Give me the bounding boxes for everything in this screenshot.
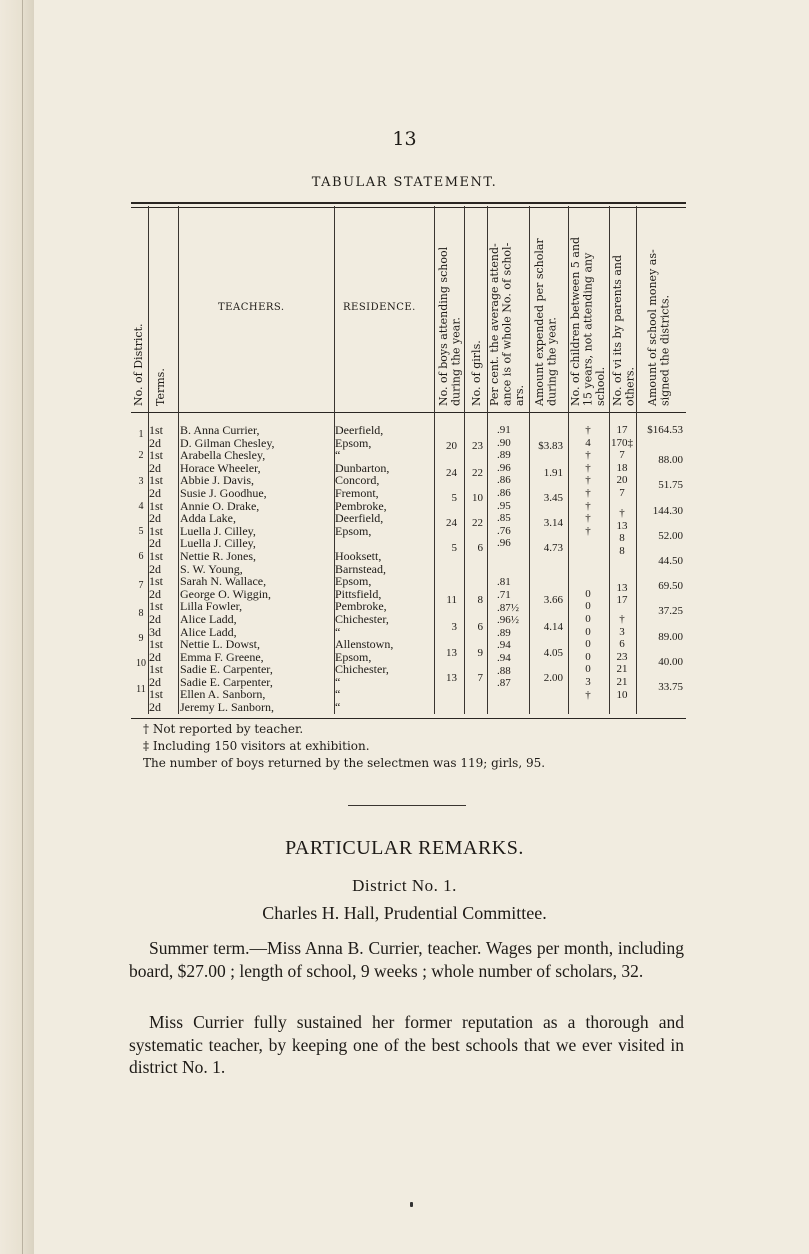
residence-cell: “ — [335, 448, 341, 463]
page-number: 13 — [392, 128, 417, 150]
visits-cell: 7 — [619, 487, 625, 499]
residence-cell: Allenstown, — [335, 637, 394, 652]
boys-cell: 24 — [446, 517, 457, 530]
teacher-cell: Luella J. Cilley, — [180, 536, 256, 551]
percent-cell: .71 — [497, 589, 511, 602]
teacher-cell: Annie O. Drake, — [180, 498, 260, 513]
visits-cell: 8 — [619, 544, 625, 557]
footnote: ‡ Including 150 visitors at exhibition. — [143, 739, 370, 753]
term-cell: 1st — [149, 498, 164, 513]
committee-line: Charles H. Hall, Prudential Committee. — [262, 903, 547, 923]
teacher-cell: Alice Ladd, — [180, 624, 237, 639]
girls-cell: 8 — [477, 594, 483, 607]
teacher-cell: Adda Lake, — [180, 511, 236, 526]
header-expended: Amount expended per scholar during the year. — [533, 238, 559, 406]
money-cell: 33.75 — [658, 681, 683, 694]
percent-cell: .95 — [497, 499, 511, 512]
percent-cell: .85 — [497, 512, 511, 525]
header-teachers: TEACHERS. — [218, 302, 285, 313]
percent-cell: .96 — [497, 461, 511, 474]
term-cell: 1st — [149, 687, 164, 702]
residence-cell: Chichester, — [335, 662, 389, 677]
term-cell: 1st — [149, 662, 164, 677]
percent-cell: .96 — [497, 537, 511, 550]
column-divider — [434, 206, 435, 714]
header-children: No. of children between 5 and 15 years, not attending any school. — [569, 236, 607, 406]
visits-cell: 21 — [616, 663, 628, 676]
footnote: † Not reported by teacher. — [143, 722, 304, 736]
teacher-cell: Arabella Chesley, — [180, 448, 266, 463]
residence-cell: “ — [335, 687, 341, 702]
residence-cell: Dunbarton, — [335, 460, 390, 475]
residence-cell: “ — [335, 700, 341, 715]
term-cell: 2d — [149, 485, 161, 500]
residence-cell: Epsom, — [335, 435, 372, 450]
expended-cell: 4.05 — [543, 647, 563, 660]
boys-cell: 5 — [451, 492, 457, 505]
boys-cell: 5 — [451, 542, 457, 555]
visits-cell: 17 — [616, 594, 628, 607]
children-cell: † — [585, 499, 591, 512]
percent-cell: .87 — [497, 677, 511, 690]
column-divider — [464, 206, 465, 714]
district_numbers-cell: 5 — [138, 526, 144, 538]
term-cell: 1st — [149, 523, 164, 538]
percent-cell: .88 — [497, 664, 511, 677]
teacher-cell: George O. Wiggin, — [180, 586, 272, 601]
teacher-cell: S. W. Young, — [180, 561, 243, 576]
children-cell: 0 — [585, 650, 591, 663]
expended-cell: 4.14 — [543, 620, 563, 633]
girls-cell: 10 — [472, 492, 483, 505]
district_numbers-cell: 9 — [138, 633, 144, 645]
percent-cell: .91 — [497, 424, 511, 436]
boys-cell: 24 — [446, 466, 457, 479]
percent-cell: .89 — [497, 449, 511, 462]
terms-column — [149, 424, 163, 714]
money-cell: 37.25 — [658, 605, 683, 618]
district-heading: District No. 1. — [352, 876, 457, 895]
percent-cell: .86 — [497, 487, 511, 499]
visits-cell: 8 — [619, 532, 625, 545]
visits-cell: 13 — [616, 519, 628, 532]
expended-cell: 4.73 — [543, 542, 563, 555]
header-boys: No. of boys attending school during the year. — [437, 246, 463, 406]
residence-cell: Pembroke, — [335, 599, 387, 614]
children-cell: 0 — [585, 625, 591, 638]
teacher-cell: Sarah N. Wallace, — [180, 574, 267, 589]
residence-cell: Pittsfield, — [335, 586, 382, 601]
term-cell: 1st — [149, 473, 164, 488]
percent-cell: .90 — [497, 436, 511, 449]
term-cell: 1st — [149, 548, 164, 563]
children-cell: † — [585, 524, 591, 537]
term-cell: 2d — [149, 611, 161, 626]
boys-cell: 13 — [446, 647, 457, 660]
remarks-paragraph: Miss Currier fully sustained her former reputation as a thorough and systematic teacher, by keeping one of the best schools that we ever visited in district No. 1. — [129, 1012, 684, 1077]
expended-cell: 3.66 — [543, 594, 563, 607]
percent-cell: .86 — [497, 474, 511, 487]
term-cell: 2d — [149, 536, 161, 551]
boys-cell: 3 — [451, 620, 457, 633]
header-percent: Per cent. the average attend- ance is of whole No. of schol- ars. — [488, 242, 526, 406]
teacher-cell: Horace Wheeler, — [180, 460, 261, 475]
visits-cell: 7 — [619, 449, 625, 462]
district_numbers-cell: 2 — [138, 450, 144, 462]
ink-speck — [410, 1202, 413, 1207]
district_numbers-cell: 11 — [136, 683, 146, 695]
teacher-cell: Abbie J. Davis, — [180, 473, 254, 488]
teacher-cell: Sadie E. Carpenter, — [180, 662, 273, 677]
table-top-rule — [131, 202, 686, 204]
column-divider — [178, 206, 179, 714]
section-divider — [348, 805, 466, 806]
district_numbers-cell: 1 — [138, 429, 144, 441]
remarks-paragraph: Summer term.—Miss Anna B. Currier, teacher. Wages per month, including board, $27.00 ; length of school, 9 weeks ; whole number of scholars, 32. — [129, 938, 684, 981]
teacher-cell: D. Gilman Chesley, — [180, 435, 275, 450]
children-cell: † — [585, 688, 591, 701]
visits-cell: 18 — [616, 461, 628, 474]
header-girls: No. of girls. — [470, 340, 483, 406]
money-cell: $164.53 — [647, 424, 683, 436]
boys-cell: 20 — [446, 440, 457, 453]
tabular-statement — [131, 198, 686, 720]
term-cell: 2d — [149, 700, 161, 715]
residence-cell: Pembroke, — [335, 498, 387, 513]
children-cell: 0 — [585, 600, 591, 613]
children-cell: † — [585, 512, 591, 525]
teacher-cell: Emma F. Greene, — [180, 649, 264, 664]
residence-cell: Concord, — [335, 473, 380, 488]
children-cell: 0 — [585, 587, 591, 600]
term-cell: 2d — [149, 561, 161, 576]
expended-cell: $3.83 — [538, 440, 563, 453]
visits-cell: 3 — [619, 625, 625, 638]
girls-cell: 9 — [477, 647, 483, 660]
girls-cell: 23 — [472, 440, 483, 453]
residence-cell: Epsom, — [335, 523, 372, 538]
residence-cell: “ — [335, 624, 341, 639]
term-cell: 1st — [149, 599, 164, 614]
district_numbers-cell: 7 — [138, 580, 144, 592]
district_numbers-cell: 8 — [138, 607, 144, 619]
children-cell: † — [585, 424, 591, 436]
teacher-cell: Ellen A. Sanborn, — [180, 687, 266, 702]
expended-cell: 1.91 — [543, 466, 563, 479]
girls-cell: 22 — [472, 517, 483, 530]
residence-cell: Deerfield, — [335, 423, 384, 437]
percent-cell: .87½ — [497, 601, 519, 614]
percent-cell: .81 — [497, 576, 511, 589]
money-cell: 51.75 — [658, 479, 683, 492]
money-cell: 44.50 — [658, 555, 683, 568]
teacher-cell: Jeremy L. Sanborn, — [180, 700, 274, 715]
money-cell: 144.30 — [652, 504, 683, 517]
girls-cell: 22 — [472, 466, 483, 479]
girls-cell: 6 — [477, 542, 483, 555]
term-cell: 1st — [149, 448, 164, 463]
table-title: TABULAR STATEMENT. — [311, 175, 498, 190]
visits-cell: 23 — [616, 650, 628, 663]
teachers-column — [180, 424, 275, 714]
term-cell: 2d — [149, 511, 161, 526]
money-cell: 40.00 — [658, 655, 683, 668]
children-cell: † — [585, 449, 591, 462]
visits-cell: † — [619, 507, 625, 520]
girls-cell: 7 — [477, 672, 483, 685]
residence-cell: Deerfield, — [335, 511, 384, 526]
teacher-cell: B. Anna Currier, — [180, 423, 260, 437]
term-cell: 2d — [149, 460, 161, 475]
teacher-cell: Nettie R. Jones, — [180, 548, 256, 563]
percent-cell: .89 — [497, 626, 511, 639]
header-district: No. of District. — [132, 323, 145, 406]
children-cell: 0 — [585, 638, 591, 651]
teacher-cell: Luella J. Cilley, — [180, 523, 256, 538]
district_numbers-cell: 10 — [136, 658, 146, 670]
term-cell: 2d — [149, 586, 161, 601]
percent-cell: .96½ — [497, 614, 519, 627]
residence-cell: Epsom, — [335, 649, 372, 664]
residence-cell: “ — [335, 674, 341, 689]
children-cell: 3 — [585, 676, 591, 688]
district_numbers-cell: 6 — [138, 551, 144, 563]
district_numbers-cell: 3 — [138, 475, 144, 487]
visits-cell: † — [619, 613, 625, 625]
boys-cell: 13 — [446, 672, 457, 685]
teacher-cell: Susie J. Goodhue, — [180, 485, 267, 500]
term-cell: 2d — [149, 435, 161, 450]
children-cell: 0 — [585, 613, 591, 625]
children-cell: 4 — [585, 436, 591, 449]
children-cell: † — [585, 487, 591, 499]
percent-cell: .76 — [497, 524, 511, 537]
girls-cell: 6 — [477, 620, 483, 633]
visits-cell: 10 — [616, 688, 628, 701]
term-cell: 2d — [149, 649, 161, 664]
header-rule — [131, 412, 686, 413]
teacher-cell: Nettie L. Dowst, — [180, 637, 260, 652]
residence-cell: Hooksett, — [335, 548, 382, 563]
visits-cell: 6 — [619, 638, 625, 651]
term-cell: 3d — [149, 624, 161, 639]
residence-cell: Fremont, — [335, 485, 379, 500]
term-cell: 1st — [149, 423, 164, 437]
header-visits: No. of vi its by parents and others. — [611, 255, 637, 406]
remarks-title: PARTICULAR REMARKS. — [285, 837, 524, 859]
visits-cell: 21 — [616, 676, 628, 688]
header-residence: RESIDENCE. — [343, 302, 416, 313]
visits-cell: 170‡ — [611, 436, 633, 449]
term-cell: 2d — [149, 674, 161, 689]
header-terms: Terms. — [154, 368, 167, 406]
money-cell: 69.50 — [658, 580, 683, 593]
money-cell: 52.00 — [658, 529, 683, 542]
children-cell: † — [585, 461, 591, 474]
children-cell: 0 — [585, 663, 591, 676]
percent-cell: .94 — [497, 639, 511, 652]
header-money: Amount of school money as- signed the districts. — [646, 249, 672, 406]
residence-cell: Chichester, — [335, 611, 389, 626]
visits-cell: 20 — [616, 474, 628, 487]
term-cell: 1st — [149, 637, 164, 652]
expended-cell: 3.14 — [543, 517, 563, 530]
expended-cell: 2.00 — [543, 672, 563, 685]
district_numbers-cell: 4 — [138, 500, 144, 512]
column-divider — [529, 206, 530, 714]
teacher-cell: Lilla Fowler, — [180, 599, 243, 614]
residence-column — [335, 424, 393, 714]
visits-cell: 17 — [616, 424, 628, 436]
residence-cell: Barnstead, — [335, 561, 386, 576]
percent-cell: .94 — [497, 652, 511, 665]
table-bottom-rule — [131, 718, 686, 719]
teacher-cell: Sadie E. Carpenter, — [180, 674, 273, 689]
term-cell: 1st — [149, 574, 164, 589]
money-cell: 89.00 — [658, 630, 683, 643]
children-cell: † — [585, 474, 591, 487]
residence-cell: Epsom, — [335, 574, 372, 589]
money-cell: 88.00 — [658, 454, 683, 467]
boys-cell: 11 — [446, 594, 457, 607]
table-top-rule-thin — [131, 207, 686, 208]
teacher-cell: Alice Ladd, — [180, 611, 237, 626]
footnote: The number of boys returned by the selectmen was 119; girls, 95. — [143, 756, 546, 770]
expended-cell: 3.45 — [543, 492, 563, 505]
visits-cell: 13 — [616, 581, 628, 594]
